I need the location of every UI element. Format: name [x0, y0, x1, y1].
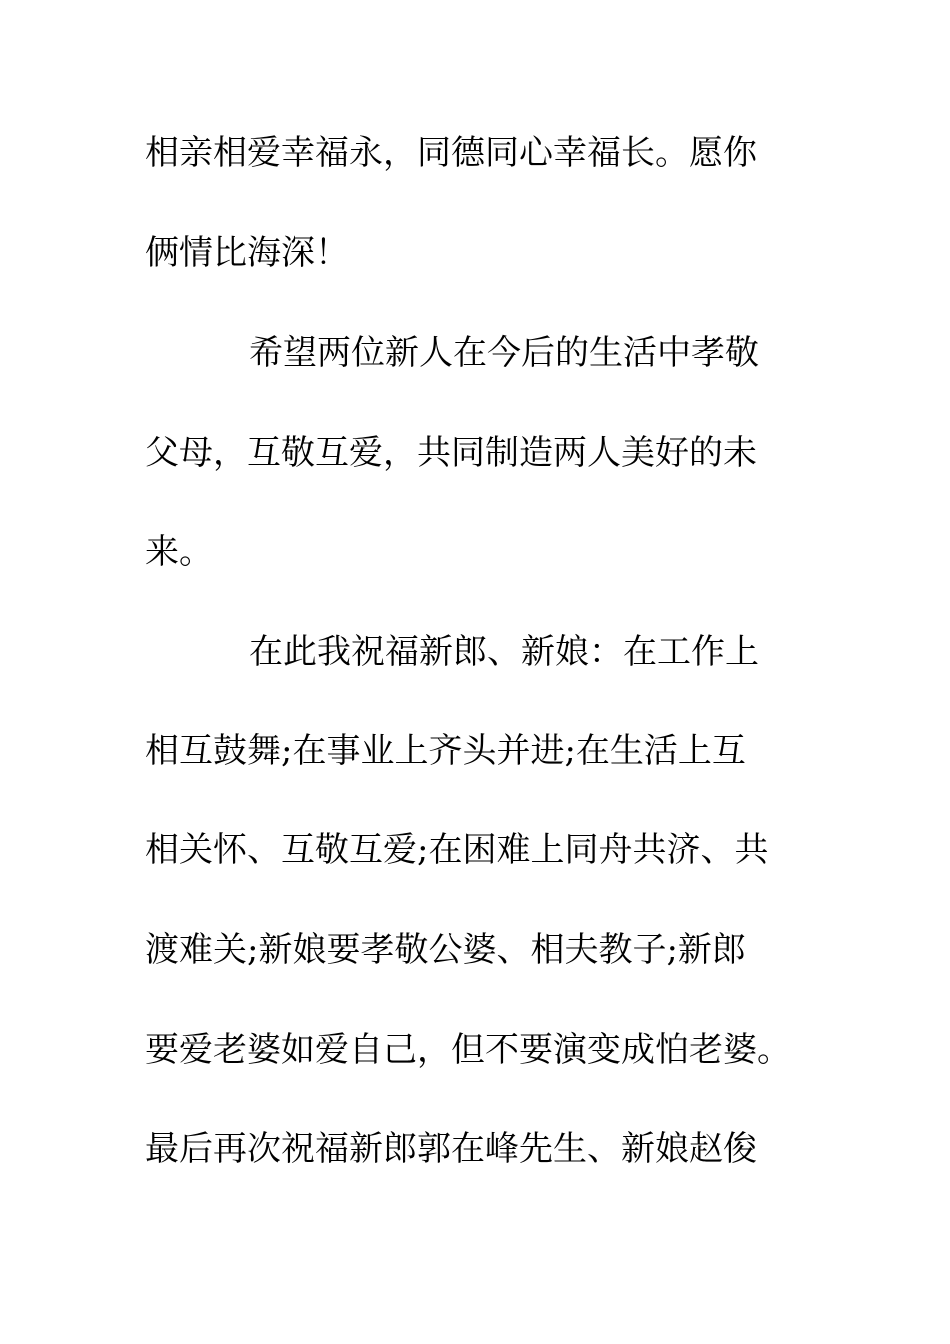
text-line: 要爱老婆如爱自己，但不要演变成怕老婆。 [145, 1030, 791, 1070]
text-line: 俩情比海深！ [145, 233, 349, 273]
text-line: 最后再次祝福新郎郭在峰先生、新娘赵俊 [145, 1129, 757, 1169]
text-line: 渡难关;新娘要孝敬公婆、相夫教子;新郎 [145, 930, 746, 970]
paragraph-first-line: 在此我祝福新郎、新娘：在工作上 [249, 632, 759, 672]
text-line: 相亲相爱幸福永，同德同心幸福长。愿你 [145, 133, 757, 173]
paragraph-first-line: 希望两位新人在今后的生活中孝敬 [249, 333, 759, 373]
text-line: 相互鼓舞;在事业上齐头并进;在生活上互 [145, 731, 746, 771]
text-line: 来。 [145, 532, 213, 572]
text-line: 相关怀、互敬互爱;在困难上同舟共济、共 [145, 830, 769, 870]
text-line: 父母，互敬互爱，共同制造两人美好的未 [145, 433, 757, 473]
